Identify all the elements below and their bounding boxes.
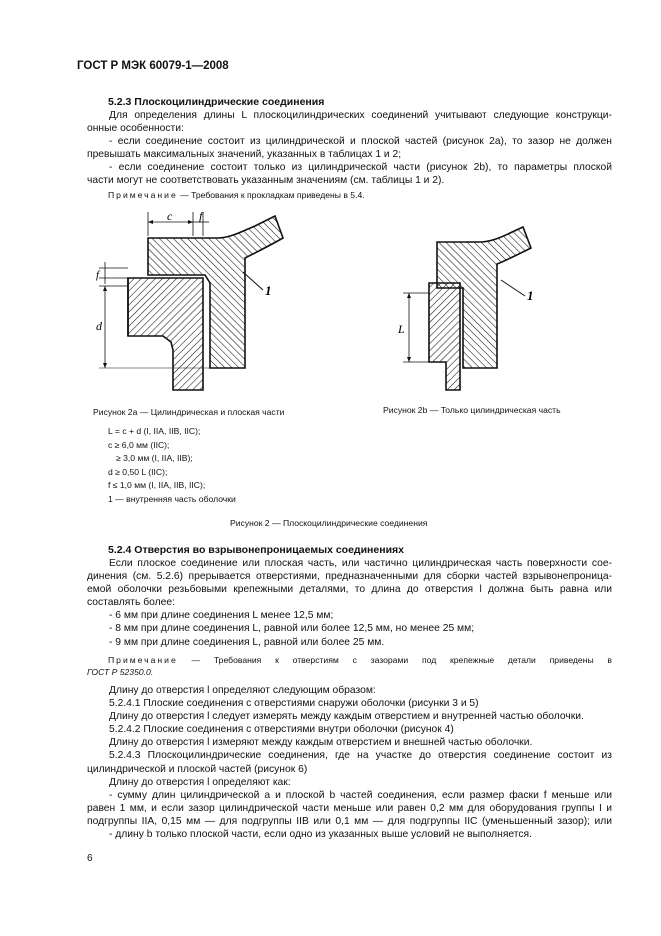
text-line: 5.2.4.1 Плоские соединения с отверстиями снаружи оболочки (рисунки 3 и 5) bbox=[109, 698, 479, 710]
legend-line: c ≥ 6,0 мм (IIC); bbox=[108, 439, 170, 450]
bullet-line: - 9 мм при длине соединения L, равной или более 25 мм. bbox=[109, 636, 385, 648]
section-5-2-3-title: 5.2.3 Плоскоцилиндрические соединения bbox=[108, 96, 325, 108]
text-line: Если плоское соединение или плоская часть, или частично цилиндрическая часть поверхности сое- bbox=[109, 558, 612, 569]
callout-1-2b: 1 bbox=[527, 288, 534, 303]
caption-figure-2: Рисунок 2 — Плоскоцилиндрические соединения bbox=[230, 518, 428, 528]
text-line: Длину до отверстия l следует измерять между каждым отверстием и внутренней частью оболочки. bbox=[109, 711, 584, 723]
figure-legend bbox=[108, 425, 236, 507]
dim-label-L: L bbox=[398, 322, 405, 336]
note-5-2-4 bbox=[108, 655, 612, 665]
dim-label-f-vertical: f bbox=[96, 269, 100, 281]
legend-line: f ≤ 1,0 мм (I, IIA, IIB, IIC); bbox=[108, 480, 206, 491]
text-line: превышать максимальных значений, указанных в таблицах 1 и 2; bbox=[87, 149, 402, 161]
caption-figure-2b: Рисунок 2b — Только цилиндрическая часть bbox=[383, 405, 561, 415]
text-line: равен 1 мм, и если зазор цилиндрической части меньше или равен 0,2 мм для оборудования группы I и bbox=[87, 802, 612, 814]
bullet-line: - 6 мм при длине соединения L менее 12,5 мм; bbox=[109, 610, 334, 622]
dim-label-c: c bbox=[167, 209, 173, 223]
section-5-2-4-continued bbox=[87, 684, 612, 841]
text-line: - длину b только плоской части, если одно из указанных выше условий не выполняется. bbox=[109, 829, 532, 841]
section-5-2-4-body bbox=[87, 557, 612, 649]
text-line: 5.2.4.2 Плоские соединения с отверстиями внутри оболочки (рисунок 4) bbox=[109, 724, 454, 736]
running-header: ГОСТ Р МЭК 60079-1—2008 bbox=[77, 60, 229, 72]
text-line: динения (см. 5.2.6) прерывается отверстиями, предназначенными для сборки частей взрывонепроница- bbox=[87, 571, 612, 583]
legend-line: L = c + d (I, IIA, IIB, IIC); bbox=[108, 426, 201, 436]
text-line: онные особенности: bbox=[87, 123, 184, 135]
text-line: - если соединение состоит только из цилиндрической части (рисунок 2b), то параметры плоской bbox=[109, 162, 612, 174]
section-5-2-4-title: 5.2.4 Отверстия во взрывонепроницаемых соединениях bbox=[108, 544, 404, 556]
note-label: Примечание bbox=[108, 190, 178, 200]
text-line: Длину до отверстия l определяют следующим образом: bbox=[109, 685, 376, 696]
legend-line: d ≥ 0,50 L (IIC); bbox=[108, 466, 168, 477]
text-line: Для определения длины L плоскоцилиндрических соединений учитывают следующие конструкци- bbox=[109, 110, 612, 121]
dim-label-f: f bbox=[199, 209, 203, 223]
note-5-2-4-line-2: ГОСТ Р 52350.0. bbox=[87, 667, 154, 677]
text-line: 5.2.4.3 Плоскоцилиндрические соединения, где на участке до отверстия соединение состоит из bbox=[109, 750, 612, 762]
section-5-2-3-body bbox=[87, 109, 612, 188]
bullet-line: - 8 мм при длине соединения L, равной или более 12,5 мм, но менее 25 мм; bbox=[109, 623, 475, 635]
cover-part-2b bbox=[429, 283, 460, 390]
dim-label-d: d bbox=[96, 319, 102, 333]
figure-2a bbox=[96, 209, 283, 390]
figure-2b bbox=[397, 227, 534, 390]
text-line: - сумму длин цилиндрической a и плоской b частей соединения, если размер фаски f меньше или bbox=[109, 789, 612, 801]
note-text: — Требования к прокладкам приведены в 5.4. bbox=[177, 190, 365, 200]
note-label: Примечание bbox=[108, 655, 178, 665]
text-line: - если соединение состоит из цилиндрической и плоской частей (рисунок 2a), то зазор не должен bbox=[109, 136, 612, 148]
text-line: подгруппы IIA, 0,15 мм — для подгруппы IIB или 0,1 мм — для подгруппы IIC (уменьшенный зазор); или bbox=[87, 815, 612, 827]
text-line: цилиндрической и плоской частей (рисунок 6) bbox=[87, 763, 308, 775]
caption-figure-2a: Рисунок 2a — Цилиндрическая и плоская части bbox=[93, 407, 285, 417]
note-text: — Требования к отверстиям с зазорами под крепежные детали приведены в bbox=[177, 655, 612, 665]
text-line: составлять более: bbox=[87, 597, 175, 609]
callout-1-2a: 1 bbox=[265, 283, 272, 298]
note-5-2-3 bbox=[108, 190, 365, 200]
text-line: Длину до отверстия l измеряют между каждым отверстием и внешней частью оболочки. bbox=[109, 737, 533, 749]
cover-part-2a bbox=[128, 278, 203, 390]
text-line: части могут не соответствовать указанным значениям (см. таблицы 1 и 2). bbox=[87, 175, 445, 187]
text-line: Длину до отверстия l определяют как: bbox=[109, 776, 291, 788]
figure-2-drawing bbox=[85, 200, 605, 400]
legend-line: ≥ 3,0 мм (I, IIA, IIB); bbox=[116, 453, 193, 464]
legend-line: 1 — внутренняя часть оболочки bbox=[108, 493, 236, 504]
text-line: емой оболочки резьбовыми крепежными деталями, то длина до отверстия l должна быть равна или bbox=[87, 584, 612, 596]
page-number: 6 bbox=[87, 853, 93, 864]
